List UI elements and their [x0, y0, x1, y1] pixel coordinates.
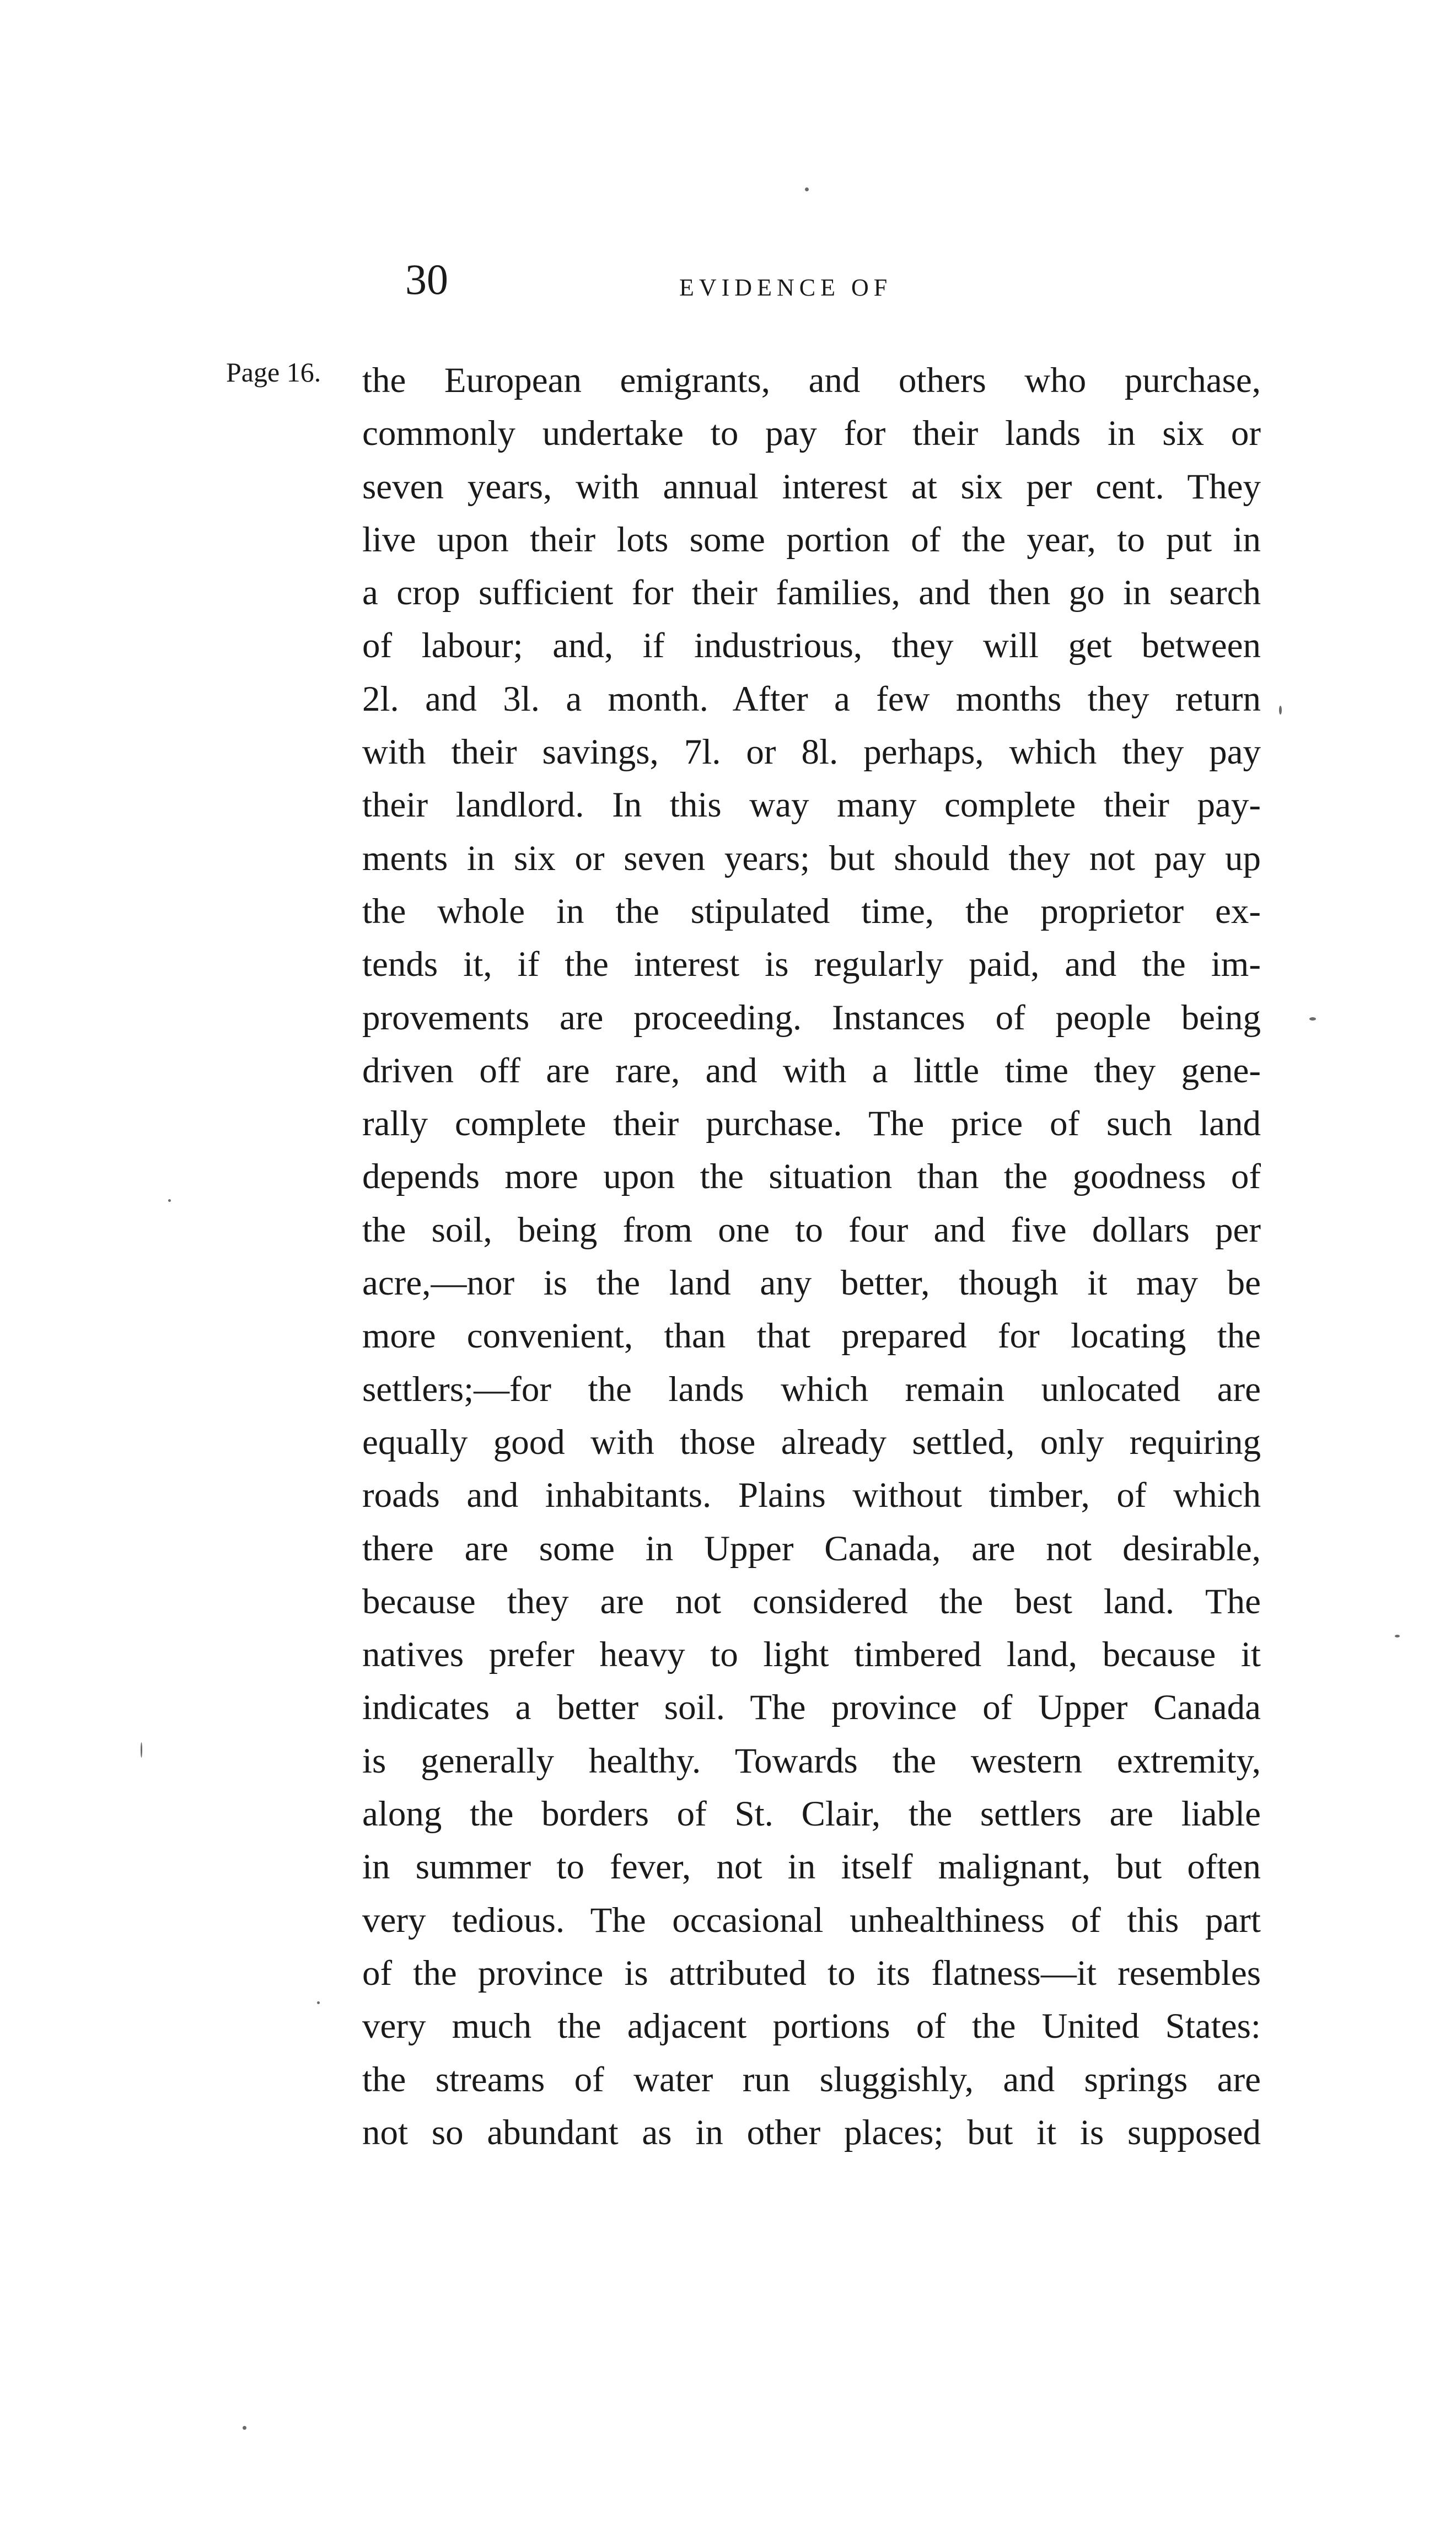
text-line: because they are not considered the best land. The: [362, 1581, 1261, 1622]
text-line: their landlord. In this way many complete their pay-: [362, 785, 1261, 825]
scan-speck: [317, 2001, 320, 2004]
scan-speck: [168, 1199, 171, 1202]
text-line: equally good with those already settled, only requiring: [362, 1422, 1261, 1462]
text-line: in summer to fever, not in itself malignant, but often: [362, 1847, 1261, 1887]
text-line: very tedious. The occasional unhealthiness of this part: [362, 1900, 1261, 1940]
scan-speck: [805, 187, 809, 191]
text-line: of labour; and, if industrious, they will get between: [362, 626, 1261, 666]
text-line: rally complete their purchase. The price of such land: [362, 1104, 1261, 1144]
text-line: depends more upon the situation than the goodness of: [362, 1157, 1261, 1197]
text-line: seven years, with annual interest at six per cent. They: [362, 466, 1261, 507]
text-line: commonly undertake to pay for their lands in six or: [362, 414, 1261, 454]
text-line: the European emigrants, and others who purchase,: [362, 361, 1261, 400]
text-line: the soil, being from one to four and five dollars per: [362, 1210, 1261, 1250]
text-line: very much the adjacent portions of the United States:: [362, 2006, 1261, 2047]
text-line: acre,—nor is the land any better, though it may be: [362, 1263, 1261, 1303]
text-line: the streams of water run sluggishly, and springs are: [362, 2059, 1261, 2100]
text-line: driven off are rare, and with a little time they gene-: [362, 1050, 1261, 1091]
text-line: indicates a better soil. The province of Upper Canada: [362, 1688, 1261, 1728]
text-line: 2l. and 3l. a month. After a few months they return: [362, 679, 1261, 719]
scan-speck: [141, 1742, 142, 1758]
body-text: [362, 354, 1261, 2159]
text-line: is generally healthy. Towards the western extremity,: [362, 1741, 1261, 1781]
text-line: along the borders of St. Clair, the settlers are liable: [362, 1794, 1261, 1834]
text-line: of the province is attributed to its flatness—it resembles: [362, 1953, 1261, 1993]
text-line: not so abundant as in other places; but it is supposed: [362, 2112, 1261, 2152]
text-line: tends it, if the interest is regularly paid, and the im-: [362, 944, 1261, 985]
text-line: the whole in the stipulated time, the proprietor ex-: [362, 891, 1261, 931]
scan-speck: [243, 2426, 246, 2430]
text-line: live upon their lots some portion of the year, to put in: [362, 519, 1261, 560]
page-number: 30: [405, 255, 448, 303]
text-line: there are some in Upper Canada, are not desirable,: [362, 1528, 1261, 1569]
text-line: a crop sufficient for their families, and then go in search: [362, 573, 1261, 613]
text-line: roads and inhabitants. Plains without timber, of which: [362, 1475, 1261, 1516]
running-head: EVIDENCE OF: [679, 274, 893, 301]
scan-speck: [1309, 1017, 1316, 1021]
text-line: more convenient, than that prepared for locating the: [362, 1316, 1261, 1356]
text-line: settlers;—for the lands which remain unlocated are: [362, 1369, 1261, 1409]
scan-speck: [1279, 706, 1282, 715]
text-line: ments in six or seven years; but should they not pay up: [362, 838, 1261, 878]
text-line: provements are proceeding. Instances of people being: [362, 997, 1261, 1038]
text-line: natives prefer heavy to light timbered land, because it: [362, 1635, 1261, 1675]
margin-page-reference: Page 16.: [226, 357, 321, 388]
text-line: with their savings, 7l. or 8l. perhaps, which they pay: [362, 732, 1261, 772]
scan-speck: [1395, 1635, 1400, 1637]
